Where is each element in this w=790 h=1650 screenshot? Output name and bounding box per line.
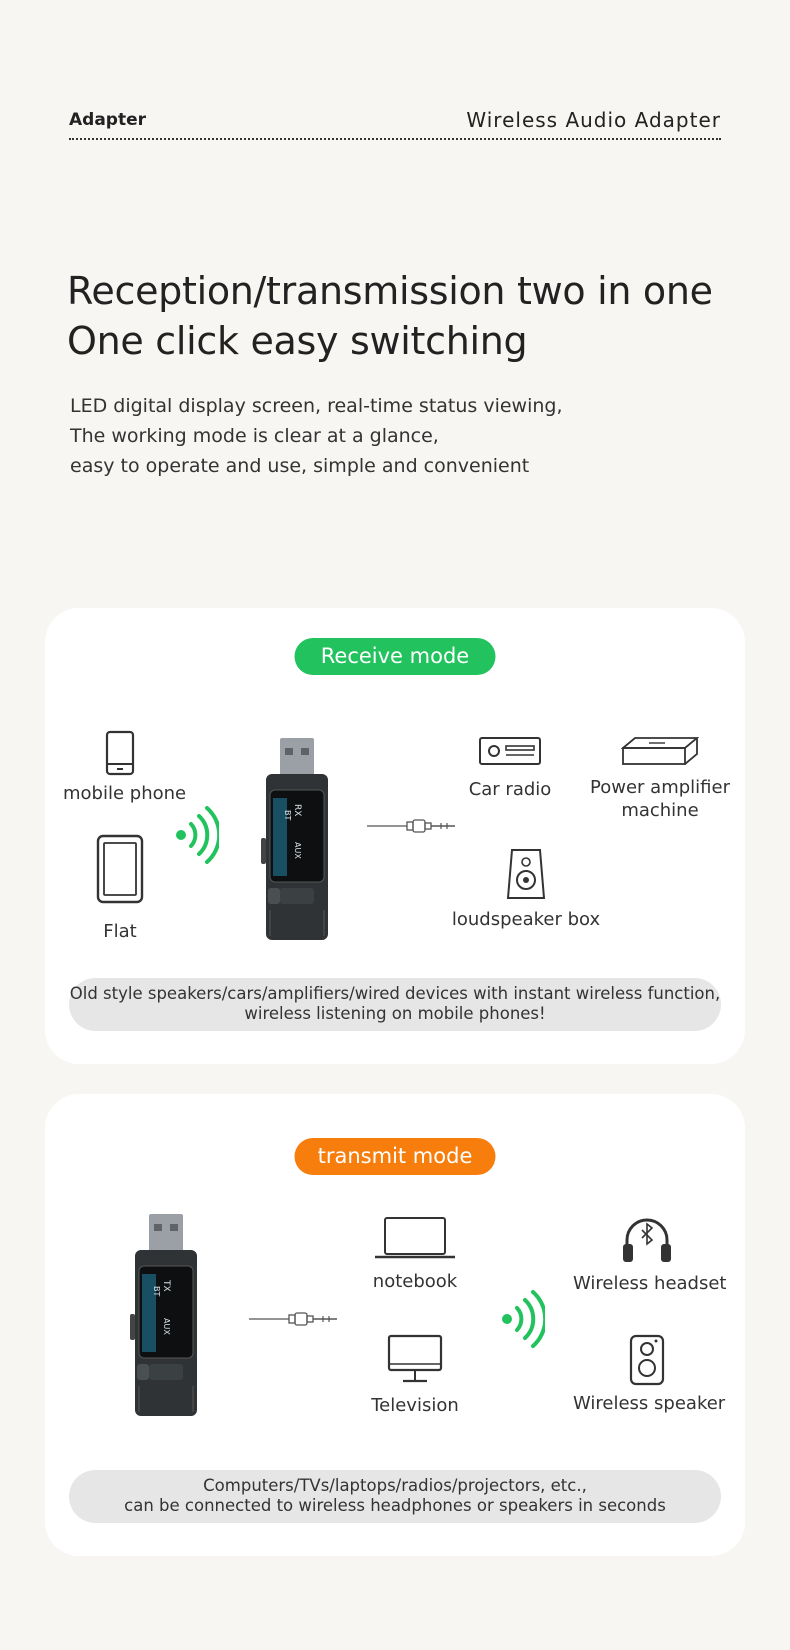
mobile-phone-device [63, 730, 187, 805]
receive-mode-note [69, 978, 721, 1031]
car-radio-label: Car radio [468, 779, 552, 800]
screen-aux: AUX [162, 1318, 171, 1335]
screen-bt: BT [152, 1286, 161, 1297]
screen-bt: BT [283, 810, 292, 821]
header-category: Adapter [69, 110, 147, 130]
receive-mode-card [45, 608, 745, 1064]
television-icon [387, 1334, 443, 1384]
page-headline [67, 266, 713, 366]
transmit-mode-card [45, 1094, 745, 1556]
usb-adapter-icon [258, 738, 336, 940]
feature-description [70, 391, 563, 481]
description-line-1: LED digital display screen, real-time status viewing, [70, 395, 563, 417]
headline-line-2: One click easy switching [67, 319, 528, 363]
adapter-device-rx [258, 738, 336, 940]
bluetooth-headset-icon [619, 1214, 675, 1264]
wireless-speaker-device [573, 1334, 726, 1415]
power-amplifier-icon [621, 736, 699, 766]
wireless-signal-icon [501, 1288, 545, 1350]
wireless-speaker-label: Wireless speaker [573, 1393, 726, 1414]
loudspeaker-box-icon [506, 848, 546, 900]
car-radio-icon [478, 736, 542, 766]
wireless-signal-icon [175, 804, 219, 866]
laptop-icon [373, 1216, 457, 1260]
usb-adapter-icon [127, 1214, 205, 1416]
mobile-phone-label: mobile phone [63, 783, 187, 804]
notebook-label: notebook [372, 1271, 458, 1292]
transmit-note-line-2: can be connected to wireless headphones or speakers in seconds [124, 1496, 666, 1515]
tablet-label: Flat [103, 921, 137, 942]
television-device [365, 1334, 465, 1417]
power-amplifier-device [585, 736, 735, 822]
transmit-mode-note [69, 1470, 721, 1523]
receive-note-line-2: wireless listening on mobile phones! [244, 1004, 546, 1023]
notebook-device [365, 1216, 465, 1293]
power-amplifier-label-1: Power amplifier [590, 777, 730, 798]
mobile-phone-icon [105, 730, 135, 776]
adapter-device-tx [127, 1214, 205, 1416]
audio-cable-icon [249, 1310, 339, 1328]
transmit-note-line-1: Computers/TVs/laptops/radios/projectors, etc., [203, 1476, 587, 1495]
television-label: Television [371, 1395, 459, 1416]
tablet-icon [96, 834, 144, 904]
transmit-mode-badge: transmit mode [295, 1138, 496, 1175]
screen-mode-rx: RX [292, 804, 302, 817]
screen-aux: AUX [293, 842, 302, 859]
wireless-headset-label: Wireless headset [573, 1273, 727, 1294]
power-amplifier-label-2: machine [621, 800, 699, 821]
header-product-name: Wireless Audio Adapter [466, 108, 721, 132]
car-radio-device [455, 736, 565, 801]
description-line-2: The working mode is clear at a glance, [70, 425, 439, 447]
page-header [69, 104, 721, 140]
receive-mode-badge: Receive mode [295, 638, 496, 675]
speaker-icon [629, 1334, 665, 1386]
tablet-device [75, 834, 165, 943]
loudspeaker-box-label: loudspeaker box [451, 909, 601, 930]
receive-note-line-1: Old style speakers/cars/amplifiers/wired devices with instant wireless function, [69, 984, 721, 1003]
headline-line-1: Reception/transmission two in one [67, 269, 713, 313]
description-line-3: easy to operate and use, simple and convenient [70, 455, 530, 477]
audio-cable-icon [367, 817, 457, 835]
screen-mode-tx: TX [161, 1280, 171, 1292]
loudspeaker-box-device [449, 848, 603, 931]
wireless-headset-device [573, 1214, 727, 1295]
